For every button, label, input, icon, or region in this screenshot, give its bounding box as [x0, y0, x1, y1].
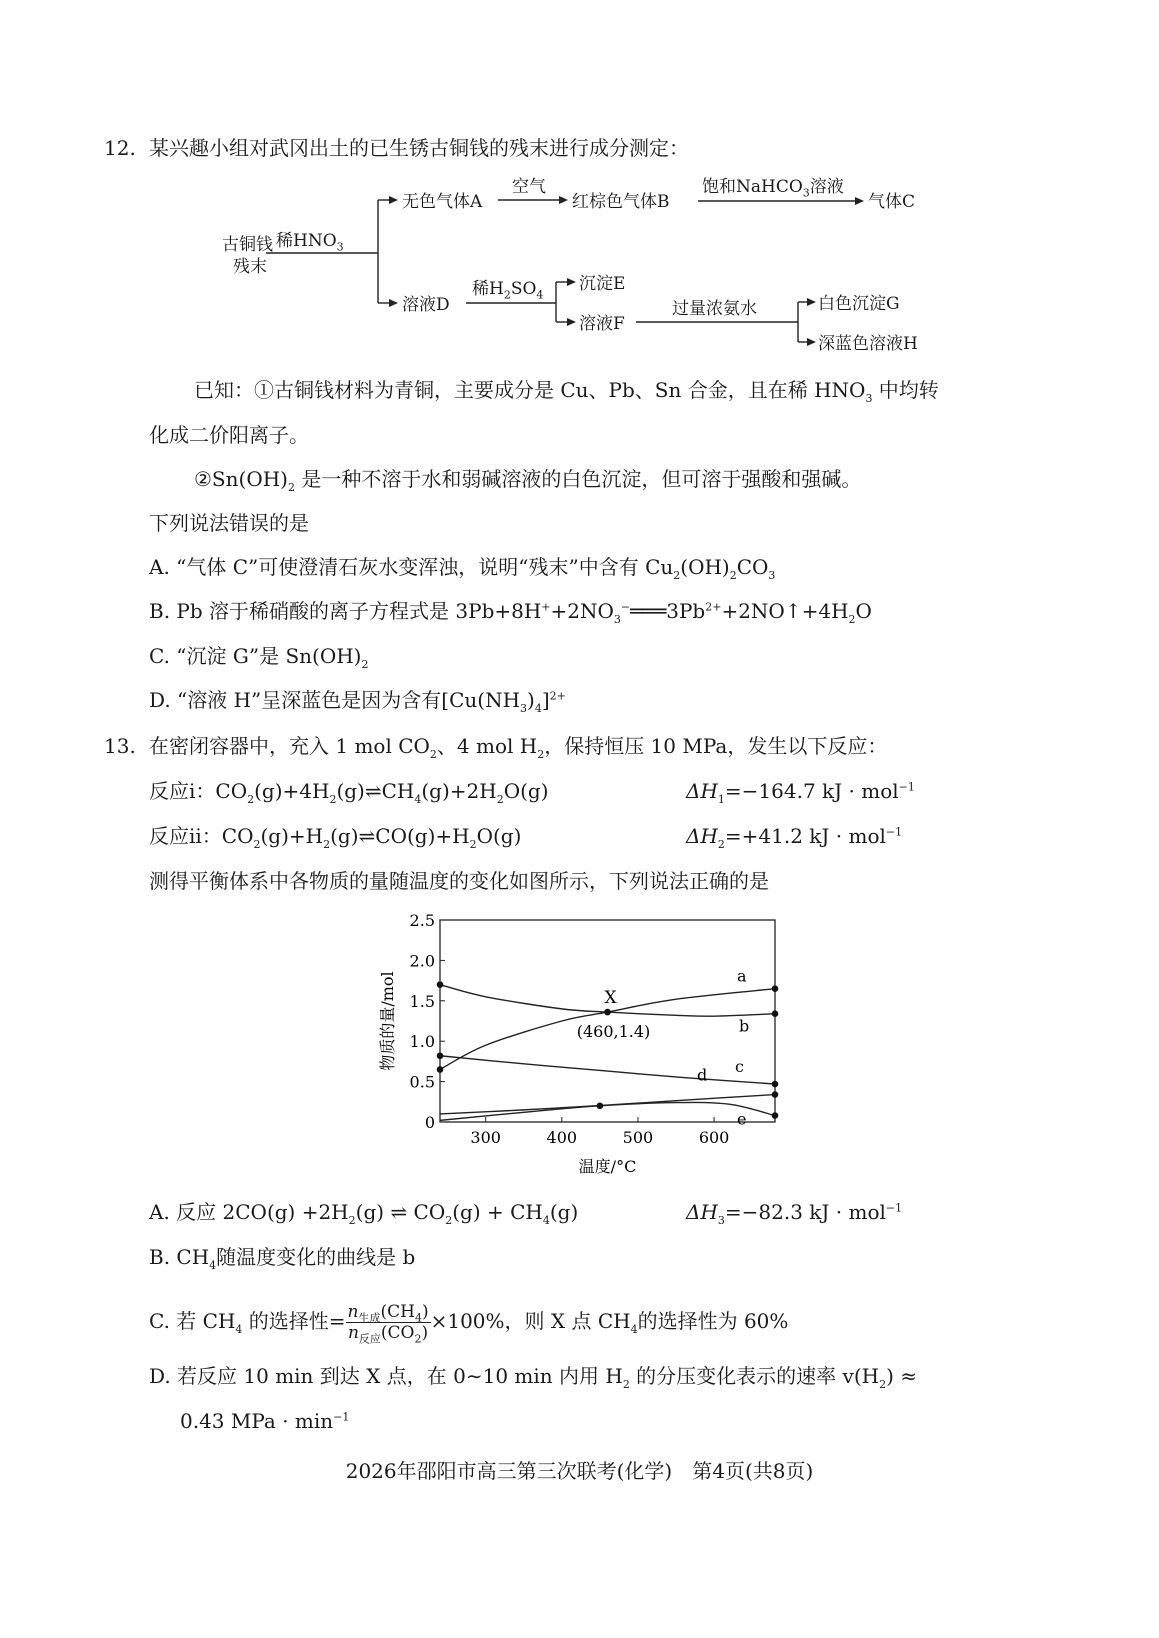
y-tick-label: 2.5: [409, 911, 435, 930]
data-point: [772, 985, 779, 992]
data-point: [437, 981, 444, 988]
q13-reaction-2: 反应ⅱ：$CO_2(g)+H_2(g)\rightleftharpoons CO(g)+H_2O(g)$: [149, 824, 522, 851]
flow-precip-g: 白色沉淀G: [818, 294, 900, 314]
flow-sol-h: 深蓝色溶液H: [818, 334, 918, 354]
page-footer: 2026年邵阳市高三第三次联考(化学) 第4页(共8页): [345, 1459, 814, 1483]
q12-ask: 下列说法错误的是: [149, 511, 309, 535]
y-tick-label: 0.5: [409, 1072, 435, 1092]
flow-start-line2: 残末: [233, 257, 267, 277]
data-point: [437, 1066, 444, 1073]
point-x-label: X: [604, 988, 617, 1009]
q13-option-d-line2: 0.43 MPa · $\min^{-1}$: [180, 1409, 350, 1433]
flow-gas-b: 红棕色气体B: [572, 192, 670, 212]
x-tick-label: 500: [622, 1128, 654, 1147]
flow-reagent1: 稀$HNO_3$: [276, 231, 344, 254]
q12-stem: 某兴趣小组对武冈出土的已生锈古铜钱的残末进行成分测定：: [149, 136, 689, 160]
q12-option-c: C. “沉淀 G”是 $Sn(OH)_2$: [149, 644, 369, 671]
q12-known1: 已知：①古铜钱材料为青铜，主要成分是 Cu、Pb、Sn 合金，且在稀 $HNO_3$ 中均转: [194, 378, 939, 405]
flow-sol-f: 溶液F: [579, 314, 625, 334]
q12-option-b: B. Pb 溶于稀硝酸的离子方程式是 $3Pb+8H^++2NO_3^-═══3Pb^{2+}+2NO↑+4H_2O$: [149, 599, 872, 626]
curve-c: [440, 1056, 775, 1084]
y-tick-label: 1.5: [409, 991, 435, 1011]
q13-option-c: C. 若 $CH_4$ 的选择性= $\frac{n_{生成}(CH_4)}{n_{反应}(CO_2)}$ ×100%，则 X 点 $CH_4$的选择性为 60%: [149, 1302, 789, 1346]
curve-label-c: c: [735, 1057, 744, 1077]
q13-stem: 在密闭容器中，充入 1 mol $CO_2$、4 mol $H_2$，保持恒压 10 MPa，发生以下反应：: [149, 734, 888, 761]
data-point: [437, 1052, 444, 1059]
flow-gas-c: 气体C: [868, 192, 916, 212]
data-point: [604, 1009, 611, 1016]
curve-label-e: e: [737, 1109, 747, 1129]
y-axis-label: 物质的量/mol: [378, 971, 397, 1071]
q12-known2: $②Sn(OH)_2$ 是一种不溶于水和弱碱溶液的白色沉淀，但可溶于强酸和强碱。: [194, 467, 862, 494]
equilibrium-chart: [360, 900, 800, 1190]
q13-ask: 测得平衡体系中各物质的量随温度的变化如图所示，下列说法正确的是: [149, 869, 769, 893]
curve-label-d: d: [697, 1065, 708, 1085]
q13-option-a-enthalpy: $\Delta H_3=-82.3$ kJ · mol$^{-1}$: [686, 1200, 903, 1227]
curve-label-b: b: [739, 1016, 750, 1036]
flow-start-line1: 古铜钱: [222, 235, 273, 255]
q13-number: 13.: [104, 734, 136, 758]
y-tick-label: 1.0: [409, 1032, 435, 1052]
q13-reaction-1: 反应ⅰ：$CO_2(g)+4H_2(g)\rightleftharpoons CH_4(g)+2H_2O(g)$: [149, 779, 549, 806]
plot-frame: [440, 920, 775, 1122]
flow-air: 空气: [512, 177, 546, 197]
data-point: [772, 1112, 779, 1119]
selectivity-fraction: $\frac{n_{生成}(CH_4)}{n_{反应}(CO_2)}$: [347, 1302, 429, 1346]
flow-gas-a: 无色气体A: [402, 192, 483, 212]
x-axis-label: 温度/°C: [578, 1157, 637, 1176]
flow-reagent3: 稀$H_2SO_4$: [472, 279, 544, 302]
data-point: [597, 1103, 604, 1110]
x-tick-label: 600: [698, 1128, 730, 1147]
x-tick-label: 300: [470, 1128, 501, 1147]
point-x-coords: (460,1.4): [576, 1022, 651, 1042]
q12-known1-line2: 化成二价阳离子。: [149, 423, 309, 447]
flow-precip-e: 沉淀E: [579, 274, 626, 294]
q12-option-d: D. “溶液 H”呈深蓝色是因为含有$[Cu(NH_3)_4]^{2+}$: [149, 688, 566, 715]
data-point: [772, 1081, 779, 1088]
curve-label-a: a: [737, 966, 747, 986]
q13-option-a: A. 反应 $2CO(g) +2H_2(g)$ ⇌ $CO_2(g) + CH_4(g)$: [149, 1200, 579, 1227]
flow-reagent4: 过量浓氨水: [672, 299, 757, 319]
flow-sol-d: 溶液D: [402, 295, 450, 315]
q12-option-a: A. “气体 C”可使澄清石灰水变浑浊，说明“残末”中含有 $Cu_2(OH)_2CO_3$: [149, 555, 776, 582]
q13-reaction-1-enthalpy: $\Delta H_1=-164.7$ kJ · mol$^{-1}$: [686, 779, 915, 806]
q13-option-b: B. $CH_4$随温度变化的曲线是 b: [149, 1245, 416, 1272]
y-tick-label: 0: [424, 1113, 435, 1132]
q13-reaction-2-enthalpy: $\Delta H_2=+41.2$ kJ · mol$^{-1}$: [686, 824, 903, 851]
x-tick-label: 400: [546, 1128, 578, 1147]
q12-number: 12.: [104, 136, 136, 160]
q13-option-d: D. 若反应 10 min 到达 X 点，在 0∼10 min 内用 $H_2$ 的分压变化表示的速率 $v(H_2)$ ≈: [149, 1364, 917, 1391]
flow-reagent2: 饱和NaHCO$_3$溶液: [702, 177, 844, 200]
data-point: [772, 1091, 779, 1098]
data-point: [772, 1010, 779, 1017]
y-tick-label: 2.0: [409, 951, 435, 971]
